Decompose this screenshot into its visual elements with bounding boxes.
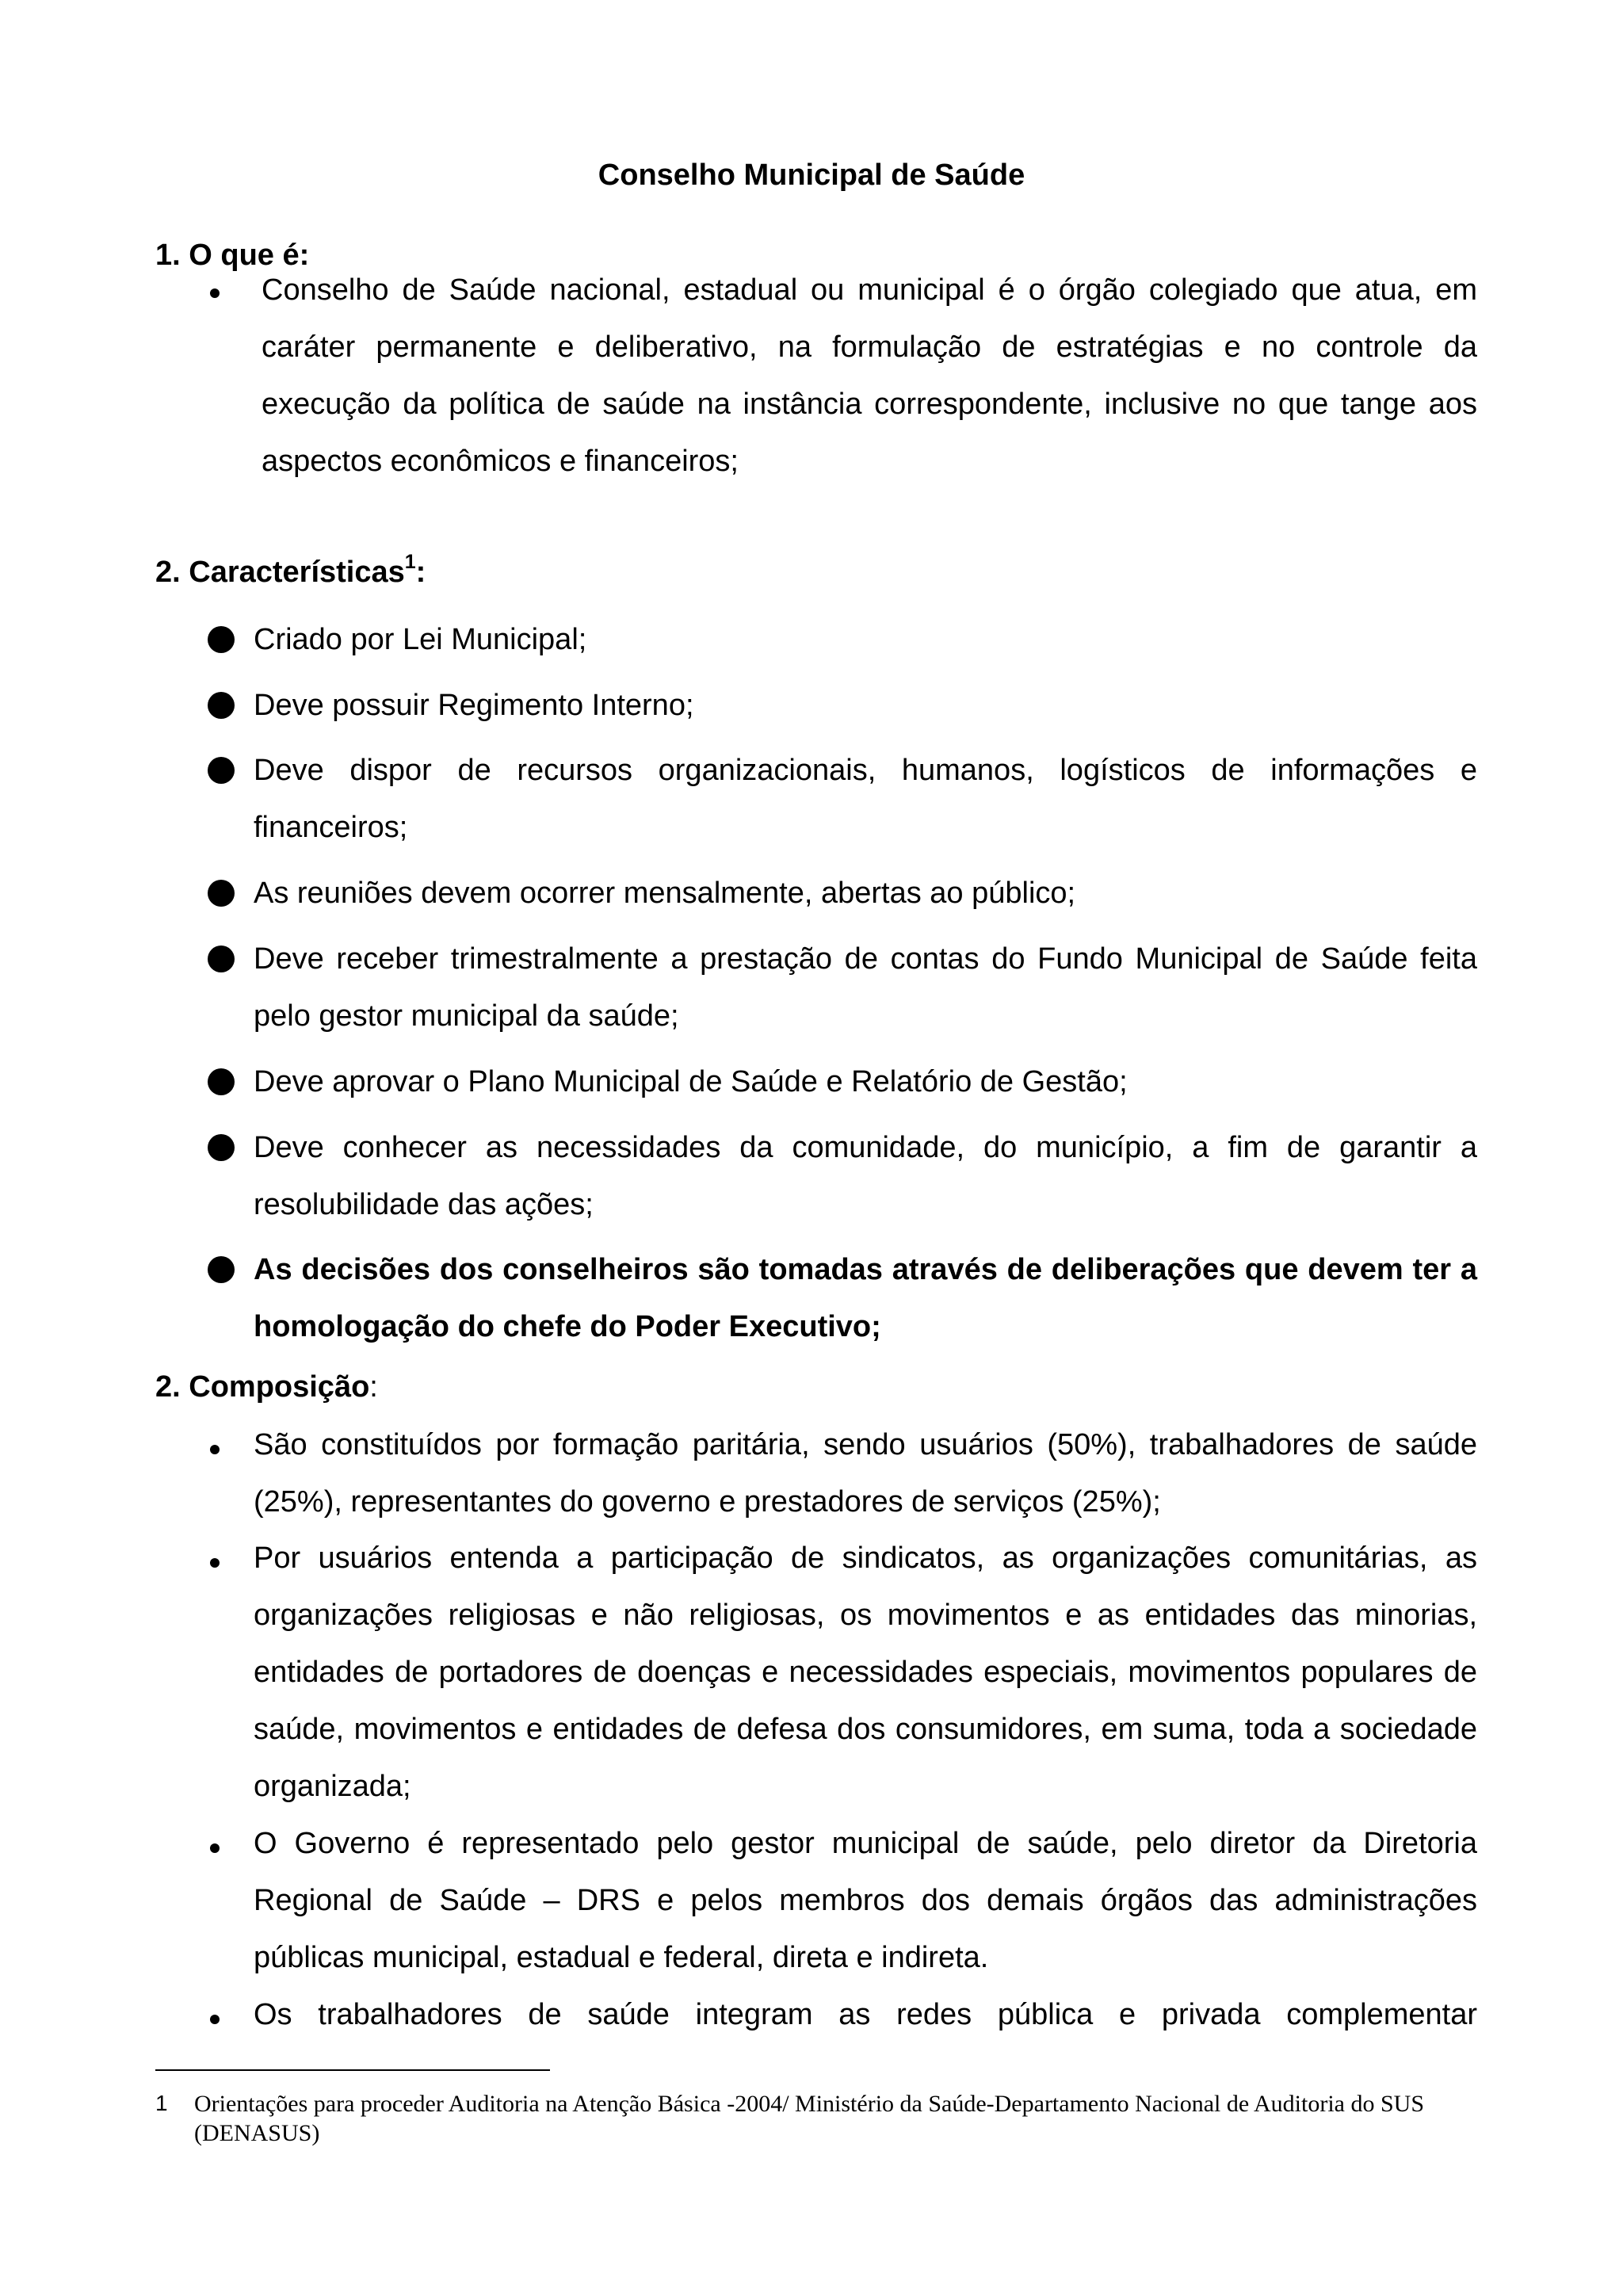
bullet-dot-icon	[208, 2015, 223, 2030]
list-item-bold: As decisões dos conselheiros são tomadas através de deliberações que devem ter a homologação do chefe do Poder Executivo;	[254, 1253, 1477, 1343]
section-heading-caracteristicas	[155, 550, 426, 594]
list-item: São constituídos por formação paritária, sendo usuários (50%), trabalhadores de saúde (25%), representantes do governo e prestadores de serviços (25%);	[254, 1428, 1477, 1519]
heading-text: 2. Composição	[155, 1370, 370, 1404]
bullet-dot-icon	[208, 1134, 235, 1161]
bullet-dot-icon	[208, 1256, 235, 1283]
list-item: Deve receber trimestralmente a prestação de contas do Fundo Municipal de Saúde feita pelo gestor municipal da saúde;	[254, 942, 1477, 1033]
list-item: Por usuários entenda a participação de sindicatos, as organizações comunitárias, as organizações religiosas e não religiosas, os movimentos e as entidades das minorias, entidades de portadores de doenças e necessidades especiais, movimentos populares de saúde, movimentos e entidades de defesa dos consumidores, em suma, toda a sociedade organizada;	[254, 1541, 1477, 1803]
bullet-dot-icon	[208, 1068, 235, 1095]
list-item: Deve aprovar o Plano Municipal de Saúde e Relatório de Gestão;	[254, 1065, 1128, 1098]
heading-text: 2. Características	[155, 556, 405, 589]
bullet-dot-icon	[208, 946, 235, 972]
heading-colon: :	[415, 556, 426, 589]
bullet-dot-icon	[208, 692, 235, 719]
list-item: Deve dispor de recursos organizacionais, humanos, logísticos de informações e financeiros;	[254, 754, 1477, 844]
bullet-dot-icon	[208, 1843, 223, 1859]
bullet-dot-icon	[208, 1445, 223, 1461]
bullet-dot-icon	[208, 757, 235, 784]
document-title: Conselho Municipal de Saúde	[598, 159, 1025, 192]
list-item: Criado por Lei Municipal;	[254, 623, 587, 656]
bullet-dot-icon	[208, 288, 223, 304]
footnote-number: 1	[155, 2091, 168, 2115]
bullet-dot-icon	[208, 626, 235, 653]
list-item: Deve possuir Regimento Interno;	[254, 689, 694, 722]
list-item: Conselho de Saúde nacional, estadual ou municipal é o órgão colegiado que atua, em caráter permanente e deliberativo, na formulação de estratégias e no controle da execução da política de saúde na instância correspondente, inclusive no que tange aos aspectos econômicos e financeiros;	[262, 273, 1477, 478]
footnote-reference: 1	[404, 551, 416, 574]
section-heading-o-que-e: 1. O que é:	[155, 239, 310, 272]
section-heading-composicao	[155, 1365, 378, 1409]
list-item: Os trabalhadores de saúde integram as redes pública e privada complementar	[254, 1998, 1477, 2031]
heading-colon: :	[369, 1370, 378, 1404]
bullet-dot-icon	[208, 1558, 223, 1574]
footnote-separator	[155, 2069, 550, 2071]
list-item: Deve conhecer as necessidades da comunidade, do município, a fim de garantir a resolubilidade das ações;	[254, 1131, 1477, 1221]
list-item: As reuniões devem ocorrer mensalmente, abertas ao público;	[254, 877, 1076, 910]
footnote-text: Orientações para proceder Auditoria na Atenção Básica -2004/ Ministério da Saúde-Departamento Nacional de Auditoria do SUS (DENASUS)	[194, 2091, 1425, 2146]
bullet-dot-icon	[208, 880, 235, 907]
list-item: O Governo é representado pelo gestor municipal de saúde, pelo diretor da Diretoria Regional de Saúde – DRS e pelos membros dos demais órgãos das administrações públicas municipal, estadual e federal, direta e indireta.	[254, 1827, 1477, 1974]
